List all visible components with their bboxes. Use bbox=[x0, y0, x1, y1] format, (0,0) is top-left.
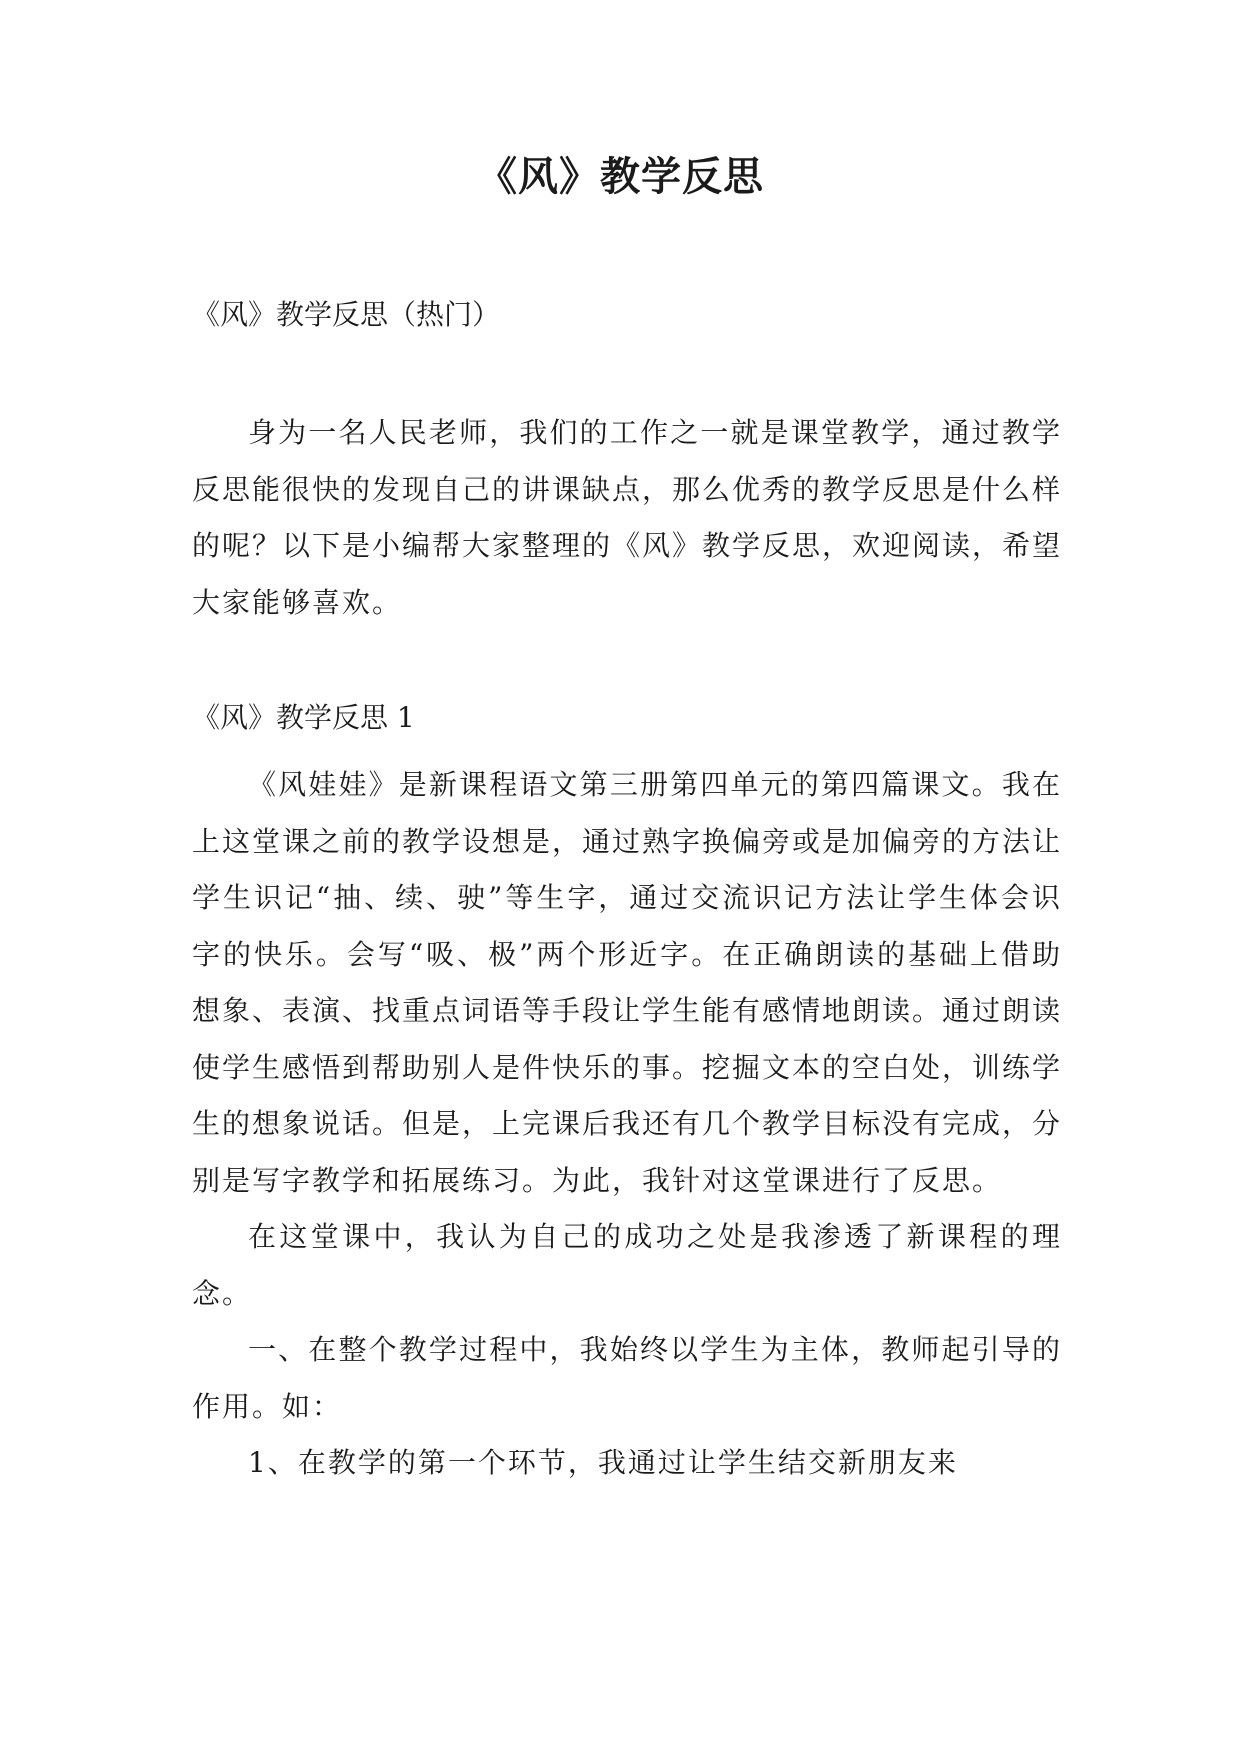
body-paragraph: 《风娃娃》是新课程语文第三册第四单元的第四篇课文。我在上这堂课之前的教学设想是，通过熟字换偏旁或是加偏旁的方法让学生识记“抽、续、驶”等生字，通过交流识记方法让学生体会识字的快乐。会写“吸、极”两个形近字。在正确朗读的基础上借助想象、表演、找重点词语等手段让学生能有感情地朗读。通过朗读使学生感悟到帮助别人是件快乐的事。挖掘文本的空白处，训练学生的想象说话。但是，上完课后我还有几个教学目标没有完成，分别是写字教学和拓展练习。为此，我针对这堂课进行了反思。 bbox=[192, 768, 1063, 1197]
section-heading: 《风》教学反思 1 bbox=[192, 701, 415, 734]
document-subtitle: 《风》教学反思（热门） bbox=[192, 298, 501, 331]
body-paragraph: 1、在教学的第一个环节，我通过让学生结交新朋友来 bbox=[248, 1446, 958, 1479]
section-body bbox=[192, 757, 1062, 1492]
body-paragraph: 在这堂课中，我认为自己的成功之处是我渗透了新课程的理念。 bbox=[192, 1220, 1062, 1310]
body-paragraph: 一、在整个教学过程中，我始终以学生为主体，教师起引导的作用。如： bbox=[192, 1333, 1062, 1423]
intro-paragraph: 身为一名人民老师，我们的工作之一就是课堂教学，通过教学反思能很快的发现自己的讲课缺点，那么优秀的教学反思是什么样的呢？以下是小编帮大家整理的《风》教学反思，欢迎阅读，希望大家能够喜欢。 bbox=[192, 416, 1063, 619]
document-title: 《风》教学反思 bbox=[477, 154, 764, 200]
